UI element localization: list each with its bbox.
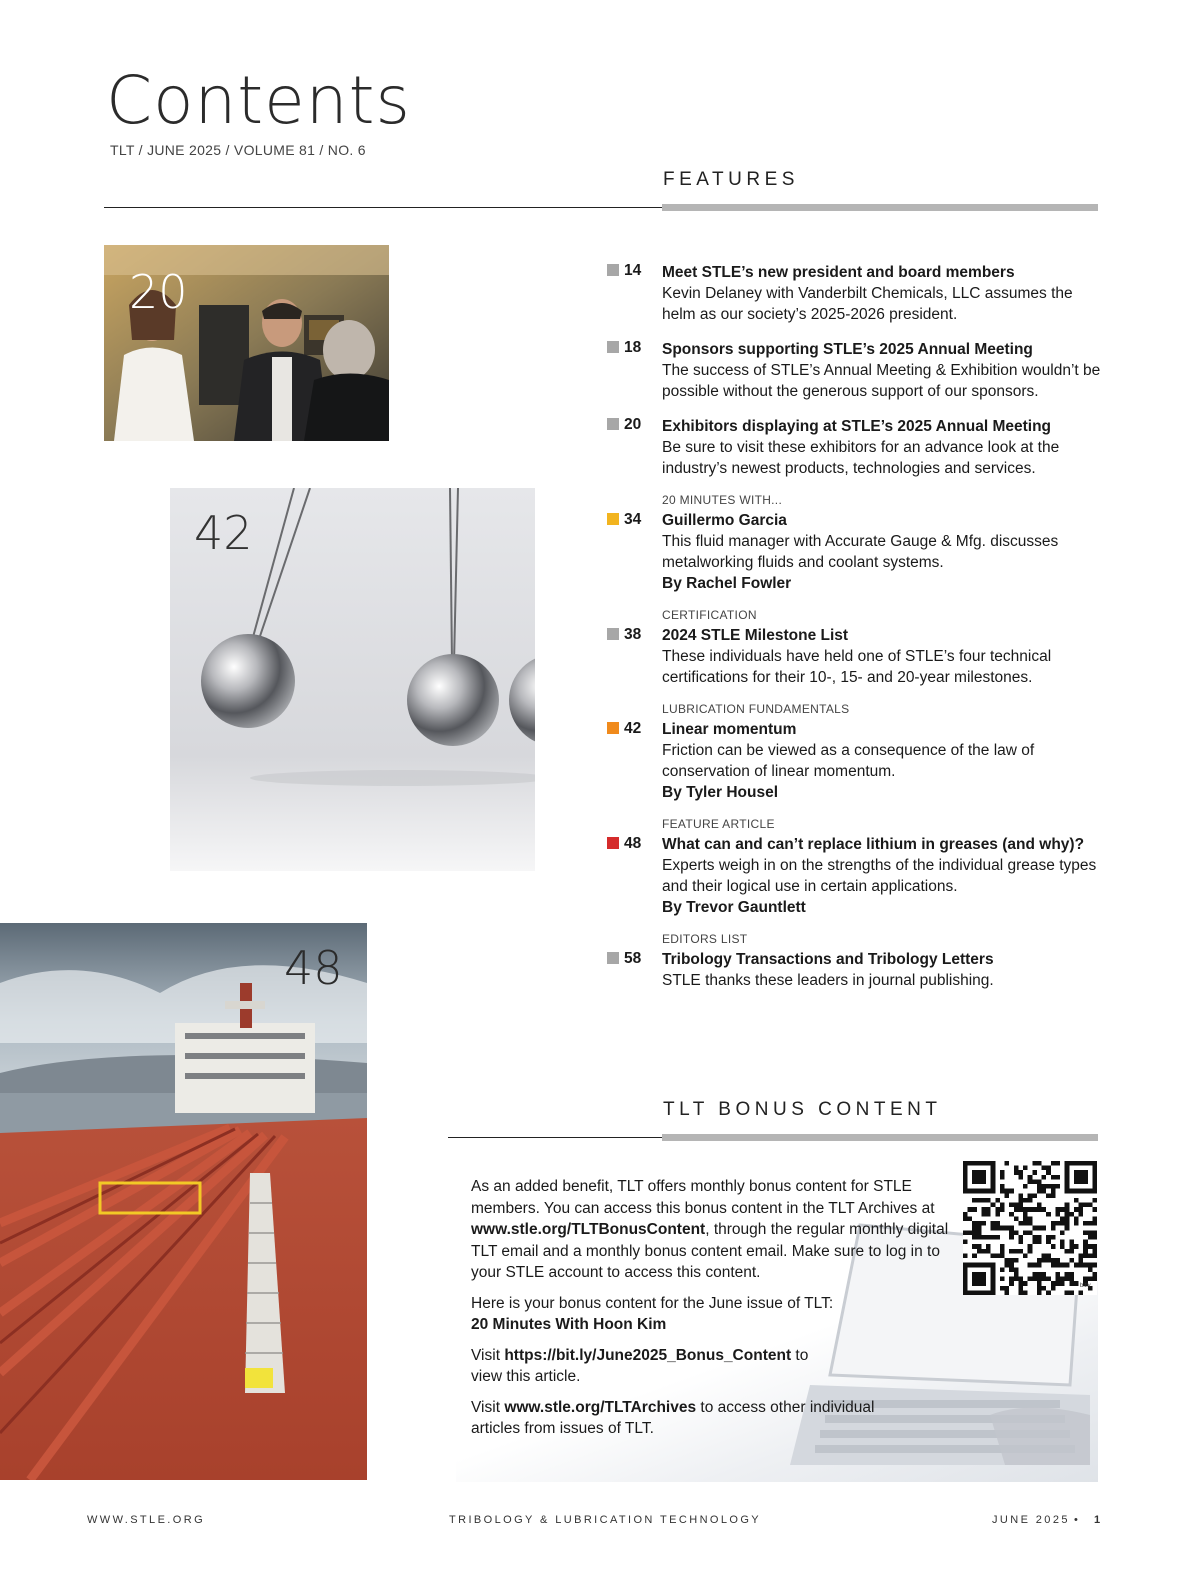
toc-entry[interactable]	[607, 702, 1107, 803]
color-marker-icon	[607, 264, 619, 276]
entry-page-number	[607, 339, 659, 357]
bonus-article-title: 20 Minutes With Hoon Kim	[471, 1316, 667, 1333]
entry-page-value: 14	[624, 262, 642, 279]
entry-page-value: 48	[624, 835, 642, 852]
color-marker-icon	[607, 341, 619, 353]
footer-page-number: 1	[1094, 1514, 1101, 1526]
entry-description: Kevin Delaney with Vanderbilt Chemicals, LLC assumes the helm as our society’s 2025-2026 president.	[662, 285, 1073, 323]
bonus-p3-text: Visit	[471, 1346, 505, 1364]
qr-label: bitly	[1080, 1283, 1091, 1289]
bonus-p4-text: Visit	[471, 1398, 505, 1416]
entry-kicker: LUBRICATION FUNDAMENTALS	[662, 702, 850, 716]
entry-headline[interactable]: What can and can’t replace lithium in greases (and why)?	[662, 836, 1085, 853]
bonus-p4-text-end: to access other individual articles from issues of TLT.	[471, 1398, 875, 1437]
entry-page-value: 58	[624, 950, 642, 967]
color-marker-icon	[607, 837, 619, 849]
photo-number-20: 20	[129, 265, 188, 319]
footer-date: JUNE 2025	[992, 1514, 1070, 1526]
page-title: Contents	[106, 62, 411, 139]
footer-website[interactable]: WWW.STLE.ORG	[87, 1514, 206, 1526]
entry-byline: By Trevor Gauntlett	[662, 899, 806, 916]
entry-headline[interactable]: 2024 STLE Milestone List	[662, 627, 849, 644]
color-marker-icon	[607, 952, 619, 964]
bonus-rule-thin	[448, 1137, 662, 1138]
bonus-content-link[interactable]: www.stle.org/TLTBonusContent	[471, 1221, 706, 1238]
entry-description: This fluid manager with Accurate Gauge & Mfg. discusses metalworking fluids and coolant systems.	[662, 533, 1059, 571]
features-list	[607, 262, 1107, 1005]
entry-page-number	[607, 511, 659, 529]
tlt-archives-link[interactable]: www.stle.org/TLTArchives	[504, 1398, 697, 1416]
toc-entry[interactable]	[607, 932, 1107, 991]
tanker-ship-photo[interactable]	[0, 923, 367, 1480]
bonus-p1-text-end: , through the regular monthly digital TLT email and a monthly bonus content email. Make sure to log in to your STLE account to access this content.	[471, 1221, 949, 1281]
bonus-p1-text: As an added benefit, TLT offers monthly bonus content for STLE members. You can access this bonus content in the TLT Archives at	[471, 1178, 935, 1217]
bonus-paragraph-2	[471, 1293, 951, 1336]
entry-page-value: 20	[624, 416, 642, 433]
entry-page-value: 34	[624, 511, 642, 528]
features-rule-thin	[104, 207, 662, 208]
entry-description: Be sure to visit these exhibitors for an advance look at the industry’s newest products, technologies and services.	[662, 439, 1060, 477]
toc-entry[interactable]	[607, 608, 1107, 688]
entry-headline[interactable]: Exhibitors displaying at STLE’s 2025 Annual Meeting	[662, 418, 1052, 435]
entry-kicker: 20 MINUTES WITH...	[662, 493, 783, 507]
entry-headline[interactable]: Linear momentum	[662, 721, 797, 738]
entry-description: The success of STLE’s Annual Meeting & Exhibition wouldn’t be possible without the generous support of our sponsors.	[662, 362, 1101, 400]
toc-entry[interactable]	[607, 817, 1107, 918]
entry-page-number	[607, 626, 659, 644]
entry-byline: By Rachel Fowler	[662, 575, 792, 592]
toc-entry[interactable]	[607, 493, 1107, 594]
issue-line: TLT / JUNE 2025 / VOLUME 81 / NO. 6	[110, 142, 366, 158]
bonus-bitly-link[interactable]: https://bit.ly/June2025_Bonus_Content	[504, 1346, 792, 1364]
entry-description: These individuals have held one of STLE’s four technical certifications for their 10-, 15- and 20-year milestones.	[662, 648, 1052, 686]
newtons-cradle-photo[interactable]	[170, 488, 535, 871]
features-heading: FEATURES	[663, 169, 799, 190]
entry-page-number	[607, 262, 659, 280]
tanker-ship-illustration	[0, 923, 367, 1480]
entry-page-value: 38	[624, 626, 642, 643]
bonus-p3-text-end: to view this article.	[471, 1346, 809, 1385]
entry-page-number	[607, 416, 659, 434]
entry-page-value: 42	[624, 720, 642, 737]
bonus-text	[471, 1176, 951, 1449]
entry-kicker: FEATURE ARTICLE	[662, 817, 775, 831]
toc-entry[interactable]	[607, 339, 1107, 402]
entry-headline[interactable]: Guillermo Garcia	[662, 512, 787, 529]
color-marker-icon	[607, 628, 619, 640]
bonus-paragraph-3	[471, 1345, 841, 1388]
entry-headline[interactable]: Meet STLE’s new president and board members	[662, 264, 1015, 281]
footer-publication: TRIBOLOGY & LUBRICATION TECHNOLOGY	[449, 1514, 762, 1526]
bonus-p2-text: Here is your bonus content for the June issue of TLT:	[471, 1294, 834, 1312]
entry-page-number	[607, 950, 659, 968]
color-marker-icon	[607, 513, 619, 525]
photo-number-42: 42	[194, 506, 253, 560]
entry-kicker: EDITORS LIST	[662, 932, 748, 946]
footer-separator: •	[1074, 1514, 1078, 1526]
bonus-paragraph-1	[471, 1176, 951, 1284]
entry-description: STLE thanks these leaders in journal publishing.	[662, 972, 994, 989]
color-marker-icon	[607, 418, 619, 430]
bonus-rule-thick	[662, 1134, 1098, 1141]
toc-entry[interactable]	[607, 416, 1107, 479]
color-marker-icon	[607, 722, 619, 734]
entry-page-value: 18	[624, 339, 642, 356]
bonus-paragraph-4	[471, 1397, 911, 1440]
entry-description: Experts weigh in on the strengths of the individual grease types and their logical use in certain applications.	[662, 857, 1097, 895]
qr-code[interactable]	[963, 1161, 1097, 1295]
entry-description: Friction can be viewed as a consequence of the law of conservation of linear momentum.	[662, 742, 1035, 780]
toc-entry[interactable]	[607, 262, 1107, 325]
entry-page-number	[607, 835, 659, 853]
bonus-heading: TLT BONUS CONTENT	[663, 1099, 942, 1120]
entry-headline[interactable]: Tribology Transactions and Tribology Letters	[662, 951, 994, 968]
entry-kicker: CERTIFICATION	[662, 608, 757, 622]
entry-headline[interactable]: Sponsors supporting STLE’s 2025 Annual Meeting	[662, 341, 1033, 358]
entry-byline: By Tyler Housel	[662, 784, 779, 801]
features-rule-thick	[662, 204, 1098, 211]
entry-page-number	[607, 720, 659, 738]
photo-number-48: 48	[284, 941, 343, 995]
trade-show-photo[interactable]	[104, 245, 389, 441]
